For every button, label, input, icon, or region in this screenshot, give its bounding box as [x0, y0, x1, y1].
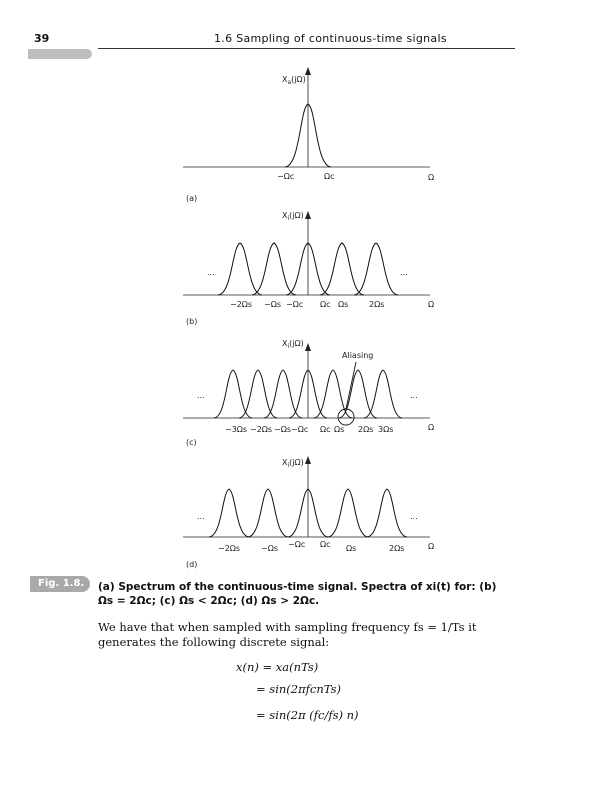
- panel-b-arrow: [305, 211, 311, 219]
- panel-b: [183, 211, 434, 326]
- panel-b-replica: [320, 243, 364, 295]
- caption-label: Fig. 1.8.: [38, 578, 85, 589]
- panel-d-tick: Ωs: [346, 544, 357, 553]
- panel-c-tick: Ωs: [334, 425, 345, 434]
- panel-d-tick: −Ωc: [288, 540, 306, 549]
- aliasing-label: Aliasing: [342, 351, 374, 360]
- panel-d-axis-label: Ω: [428, 542, 435, 551]
- panel-d-ellipsis-left: ...: [197, 512, 205, 521]
- panel-b-ylabel: $X_i(j\Omega)$: [282, 211, 304, 222]
- equation-line-2: = sin(2πfcnTs): [256, 682, 341, 696]
- panel-d: [183, 456, 434, 569]
- panel-c-tick: −Ωc: [291, 425, 309, 434]
- panel-c-tick: −3Ωs: [225, 425, 248, 434]
- panel-a-axis-label: Ω: [428, 173, 435, 182]
- panel-b-tick: Ωc: [320, 300, 331, 309]
- panel-b-ellipsis-left: ...: [207, 268, 215, 277]
- panel-c-tick: 2Ωs: [358, 425, 374, 434]
- panel-c-tick: 3Ωs: [378, 425, 394, 434]
- panel-b-tick: Ωs: [338, 300, 349, 309]
- panel-d-tick: −2Ωs: [218, 544, 241, 553]
- panel-c-axis-label: Ω: [428, 423, 435, 432]
- running-head: 1.6 Sampling of continuous-time signals: [214, 32, 447, 45]
- panel-c-arrow: [305, 343, 311, 351]
- equation-line-3: = sin(2π (fc/fs) n): [256, 708, 359, 722]
- panel-c-tick: −Ωs: [274, 425, 291, 434]
- panel-a-tick: −Ωc: [277, 172, 295, 181]
- panel-a: [183, 67, 434, 203]
- panel-a-tag: (a): [186, 194, 198, 203]
- panel-a-arrow: [305, 67, 311, 75]
- panel-c-ellipsis-left: ...: [197, 391, 205, 400]
- panel-d-arrow: [305, 456, 311, 464]
- panel-b-tick: −Ωc: [286, 300, 304, 309]
- panel-b-replica: [218, 243, 262, 295]
- panel-b-replica: [354, 243, 398, 295]
- page-number: 39: [34, 32, 50, 45]
- panel-d-replica: [328, 489, 368, 537]
- panel-d-replica: [248, 489, 288, 537]
- panel-b-tag: (b): [186, 317, 198, 326]
- panel-b-replica: [252, 243, 296, 295]
- panel-b-tick: 2Ωs: [369, 300, 385, 309]
- panel-d-ellipsis-right: ...: [410, 512, 418, 521]
- panel-d-ylabel: $X_i(j\Omega)$: [282, 458, 304, 469]
- panel-c-tag: (c): [186, 438, 197, 447]
- panel-a-tick: Ωc: [324, 172, 335, 181]
- panel-c-ylabel: $X_i(j\Omega)$: [282, 339, 304, 350]
- panel-d-replica: [209, 489, 249, 537]
- body-paragraph: We have that when sampled with sampling frequency fs = 1/Ts it generates the following discrete signal:: [98, 620, 477, 649]
- panel-d-tick: 2Ωs: [389, 544, 405, 553]
- equation-line-1: x(n) = xa(nTs): [236, 660, 319, 674]
- panel-d-replica: [367, 489, 407, 537]
- panel-d-tick: Ωc: [320, 540, 331, 549]
- panel-b-axis-label: Ω: [428, 300, 435, 309]
- panel-c: [183, 339, 434, 447]
- panel-d-tag: (d): [186, 560, 198, 569]
- panel-c-tick: Ωc: [320, 425, 331, 434]
- panel-b-ellipsis-right: ...: [400, 268, 408, 277]
- panel-b-tick: −2Ωs: [230, 300, 253, 309]
- panel-b-tick: −Ωs: [264, 300, 281, 309]
- panel-c-tick: −2Ωs: [250, 425, 273, 434]
- aliasing-pointer: [346, 362, 356, 409]
- panel-a-ylabel: $X_a(j\Omega)$: [282, 75, 306, 86]
- figure-caption: (a) Spectrum of the continuous-time signal. Spectra of xi(t) for: (b) Ωs = 2Ωc; (c) Ωs < 2Ωc; (d) Ωs > 2Ωc.: [98, 581, 497, 607]
- panel-d-tick: −Ωs: [261, 544, 278, 553]
- panel-c-ellipsis-right: ...: [410, 391, 418, 400]
